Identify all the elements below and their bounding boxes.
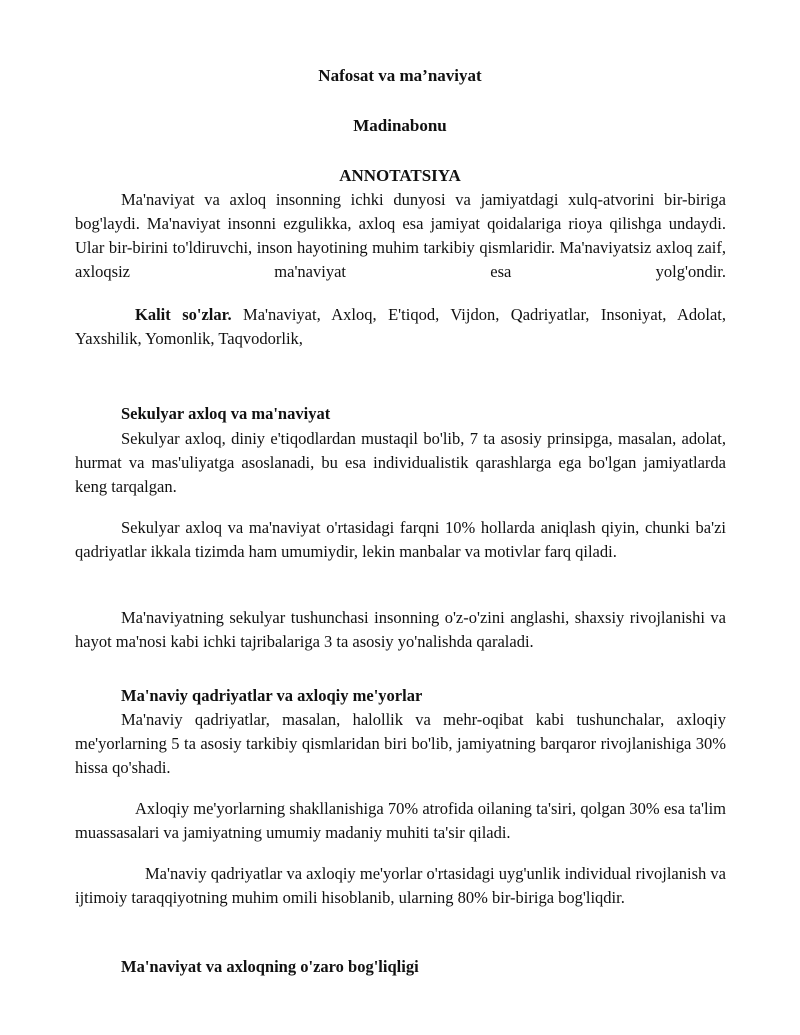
paragraph: Ma'naviyatning sekulyar tushunchasi insonning o'z-o'zini anglashi, shaxsiy rivojlanishi va hayot ma'nosi kabi ichki tajribalariga 3 ta asosiy yo'nalishda qaraladi. bbox=[75, 608, 726, 651]
paragraph: Axloqiy me'yorlarning shakllanishiga 70% atrofida oilaning ta'siri, qolgan 30% esa ta'lim muassasalari va jamiyatning umumiy madaniy muhiti ta'sir qiladi. bbox=[75, 799, 726, 842]
section-heading-interrelation: Ma'naviyat va axloqning o'zaro bog'liqligi bbox=[121, 957, 419, 976]
keywords-paragraph bbox=[75, 303, 726, 351]
author-name: Madinabonu bbox=[353, 116, 447, 135]
document-title: Nafosat va ma’naviyat bbox=[318, 66, 482, 85]
annotation-text: Ma'naviyat va axloq insonning ichki dunyosi va jamiyatdagi xulq-atvorini bir-biriga bog'laydi. Ma'naviyat insonni ezgulikka, axloq esa jamiyat qoidalariga rioya qilishga undaydi. Ular bir-birini to'ldiruvchi, inson hayotining muhim tarkibiy qismlaridir. Ma'naviyatsiz axloq zaif, axloqsiz ma'naviyat esa yolg'ondir. bbox=[75, 190, 726, 281]
annotation-heading: ANNOTATSIYA bbox=[339, 166, 461, 185]
paragraph: Sekulyar axloq, diniy e'tiqodlardan mustaqil bo'lib, 7 ta asosiy prinsipga, masalan, adolat, hurmat va mas'uliyatga asoslanadi, bu esa individualistik qarashlarga ega bo'lgan jamiyatlarda keng tarqalgan. bbox=[75, 429, 726, 496]
section-heading-secular: Sekulyar axloq va ma'naviyat bbox=[121, 404, 331, 423]
paragraph: Ma'naviy qadriyatlar, masalan, halollik va mehr-oqibat kabi tushunchalar, axloqiy me'yorlarning 5 ta asosiy tarkibiy qismlaridan biri bo'lib, jamiyatning barqaror rivojlanishiga 30% hissa qo'shadi. bbox=[75, 710, 726, 777]
section-heading-values: Ma'naviy qadriyatlar va axloqiy me'yorlar bbox=[121, 686, 423, 705]
keywords-label: Kalit so'zlar. bbox=[135, 305, 232, 324]
paragraph: Sekulyar axloq va ma'naviyat o'rtasidagi farqni 10% hollarda aniqlash qiyin, chunki ba'zi qadriyatlar ikkala tizimda ham umumiydir, lekin manbalar va motivlar farq qiladi. bbox=[75, 518, 726, 561]
keywords-text: Ma'naviyat, Axloq, E'tiqod, Vijdon, Qadriyatlar, Insoniyat, Adolat, Yaxshilik, Yomonlik, Taqvodorlik, bbox=[75, 305, 726, 348]
paragraph: Ma'naviy qadriyatlar va axloqiy me'yorlar o'rtasidagi uyg'unlik individual rivojlanish va ijtimoiy taraqqiyotning muhim omili hisoblanib, ularning 80% bir-biriga bog'liqdir. bbox=[75, 864, 726, 907]
